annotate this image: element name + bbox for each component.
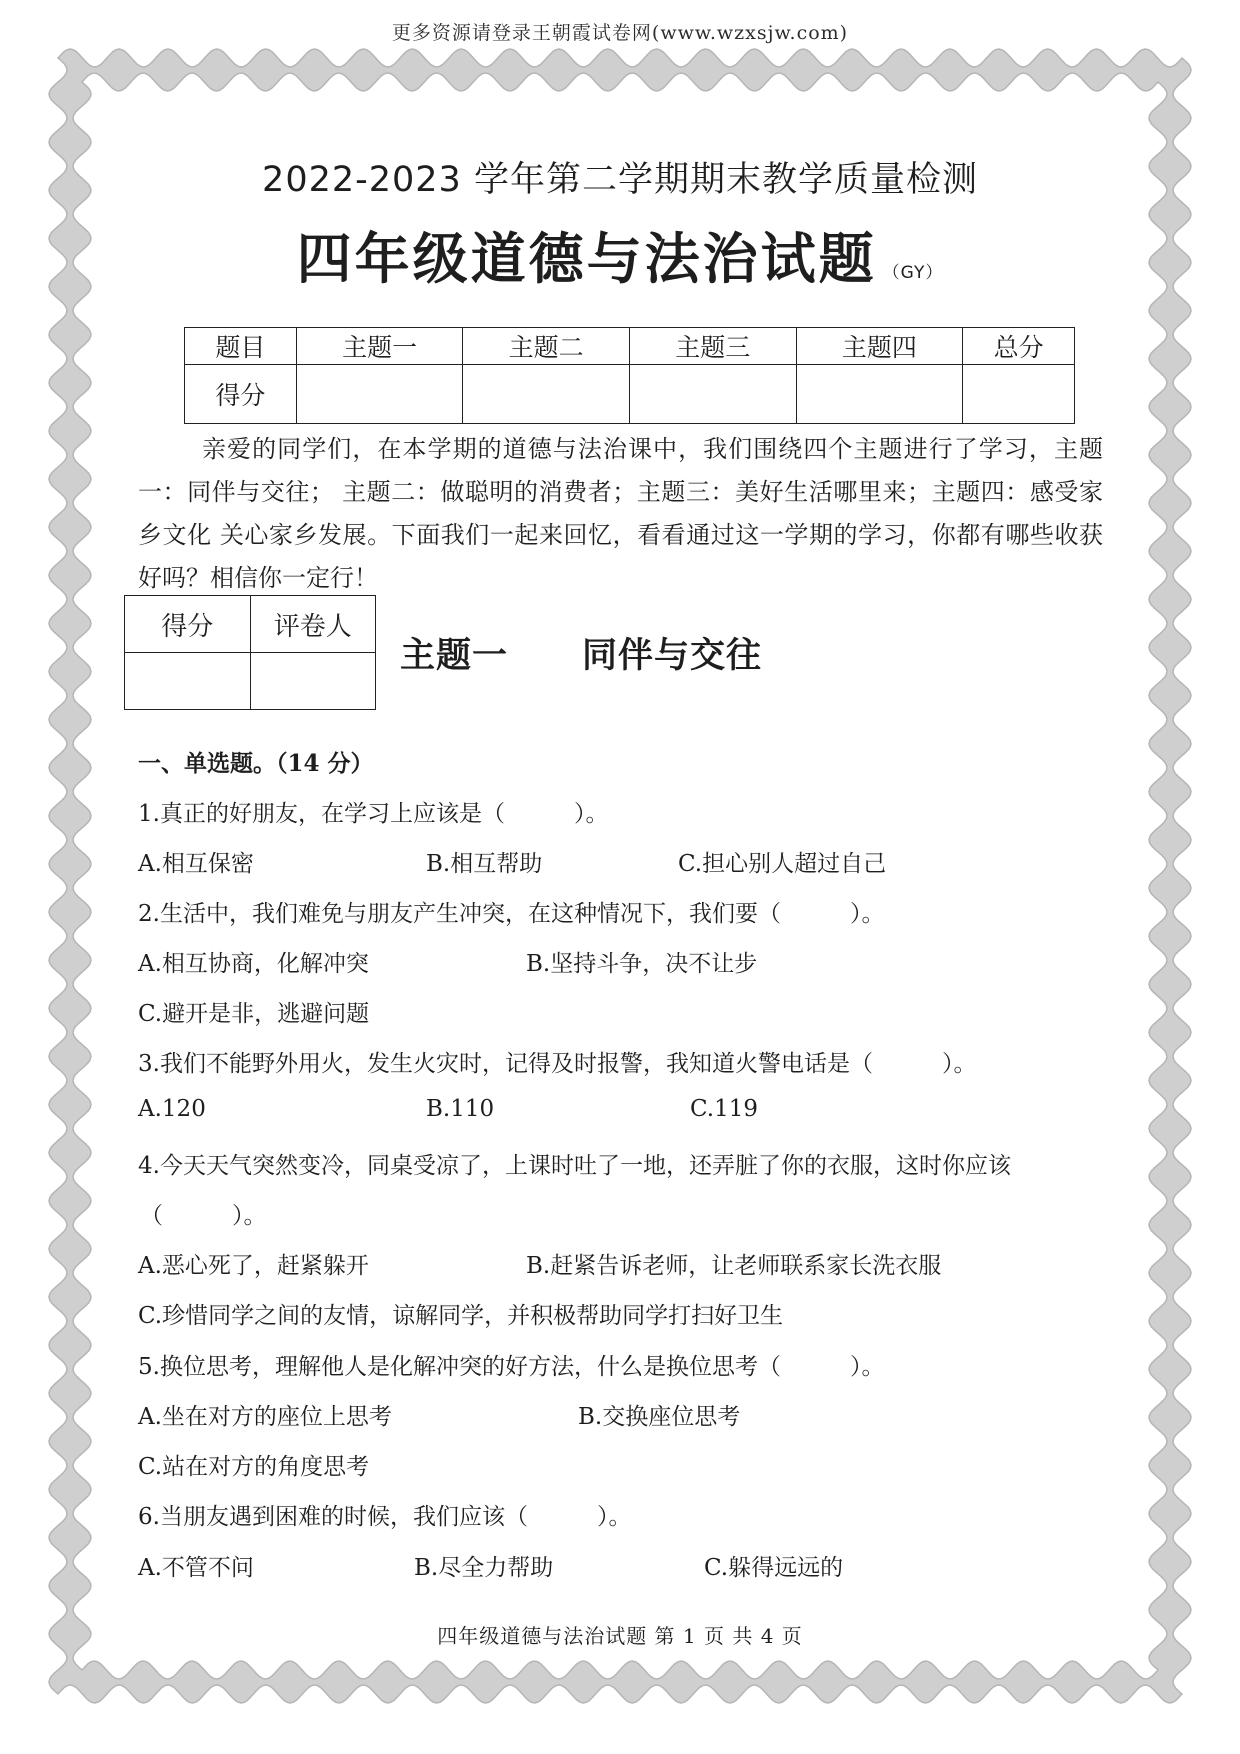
exam-subtitle: 2022-2023 学年第二学期期末教学质量检测 — [262, 160, 978, 200]
answer-option[interactable]: A.相互协商，化解冲突 — [138, 951, 369, 977]
answer-option[interactable]: B.110 — [426, 1096, 495, 1122]
answer-option[interactable]: C.躲得远远的 — [704, 1555, 844, 1581]
grader-table — [124, 595, 376, 710]
score-entry-cell[interactable] — [796, 365, 963, 424]
score-entry-cell[interactable] — [963, 365, 1075, 424]
answer-option[interactable]: C.站在对方的角度思考 — [138, 1454, 370, 1480]
page-footer: 四年级道德与法治试题 第 1 页 共 4 页 — [437, 1624, 803, 1648]
section-name: 同伴与交往 — [582, 636, 763, 676]
answer-option[interactable]: B.相互帮助 — [426, 851, 543, 877]
intro-text: 亲爱的同学们，在本学期的道德与法治课中，我们围绕四个主题进行了学习，主题一：同伴与交往； 主题二：做聪明的消费者；主题三：美好生活哪里来；主题四：感受家乡文化 关心家乡发展。下面我们一起来回忆，看看通过这一学期的学习，你都有哪些收获好吗？相信你一定行！ — [138, 435, 1103, 592]
question-stem: 3.我们不能野外用火，发生火灾时，记得及时报警，我知道火警电话是（ ）。 — [138, 1051, 977, 1077]
part-heading: 一、单选题。（14 分） — [138, 750, 374, 777]
answer-option[interactable]: A.坐在对方的座位上思考 — [138, 1404, 392, 1430]
answer-option[interactable]: B.交换座位思考 — [578, 1404, 741, 1430]
question-stem: 1.真正的好朋友，在学习上应该是（ ）。 — [138, 801, 609, 827]
intro-paragraph — [138, 428, 1103, 600]
answer-option[interactable]: B.坚持斗争，决不让步 — [526, 951, 758, 977]
answer-option[interactable]: B.赶紧告诉老师，让老师联系家长洗衣服 — [526, 1253, 942, 1279]
score-header-cell: 题目 — [185, 328, 297, 365]
section-number: 主题一 — [400, 636, 509, 676]
score-entry-cell[interactable] — [629, 365, 796, 424]
question-stem: 2.生活中，我们难免与朋友产生冲突，在这种情况下，我们要（ ）。 — [138, 901, 885, 927]
score-header-cell: 总分 — [963, 328, 1075, 365]
question-stem: 5.换位思考，理解他人是化解冲突的好方法，什么是换位思考（ ）。 — [138, 1354, 885, 1380]
grader-name-label: 评卷人 — [250, 596, 376, 653]
grader-score-label: 得分 — [125, 596, 251, 653]
score-header-cell: 主题一 — [296, 328, 463, 365]
score-entry-cell[interactable] — [296, 365, 463, 424]
answer-option[interactable]: C.避开是非，逃避问题 — [138, 1001, 370, 1027]
answer-option[interactable]: C.担心别人超过自己 — [678, 851, 887, 877]
answer-option[interactable]: C.119 — [690, 1096, 758, 1122]
answer-option[interactable]: B.尽全力帮助 — [414, 1555, 554, 1581]
exam-code: （GY） — [882, 263, 944, 283]
question-stem: 4.今天天气突然变冷，同桌受凉了，上课时吐了一地，还弄脏了你的衣服，这时你应该 — [138, 1153, 1011, 1179]
answer-option[interactable]: A.120 — [138, 1096, 206, 1122]
score-row-label: 得分 — [185, 365, 297, 424]
score-header-cell: 主题四 — [796, 328, 963, 365]
score-entry-cell[interactable] — [463, 365, 630, 424]
question-stem-continuation: （ ）。 — [140, 1203, 267, 1229]
answer-option[interactable]: C.珍惜同学之间的友情，谅解同学，并积极帮助同学打扫好卫生 — [138, 1303, 784, 1329]
question-stem: 6.当朋友遇到困难的时候，我们应该（ ）。 — [138, 1504, 632, 1530]
answer-option[interactable]: A.相互保密 — [138, 851, 254, 877]
answer-option[interactable]: A.恶心死了，赶紧躲开 — [138, 1253, 369, 1279]
exam-title-text: 四年级道德与法治试题 — [296, 227, 877, 291]
answer-option[interactable]: A.不管不问 — [138, 1555, 254, 1581]
score-header-cell: 主题三 — [629, 328, 796, 365]
score-summary-table — [184, 327, 1075, 424]
grader-name-cell[interactable] — [250, 653, 376, 710]
section-heading — [400, 628, 762, 678]
source-note: 更多资源请登录王朝霞试卷网(www.wzxsjw.com) — [391, 22, 849, 44]
grader-score-cell[interactable] — [125, 653, 251, 710]
exam-title — [0, 215, 1240, 294]
score-header-cell: 主题二 — [463, 328, 630, 365]
